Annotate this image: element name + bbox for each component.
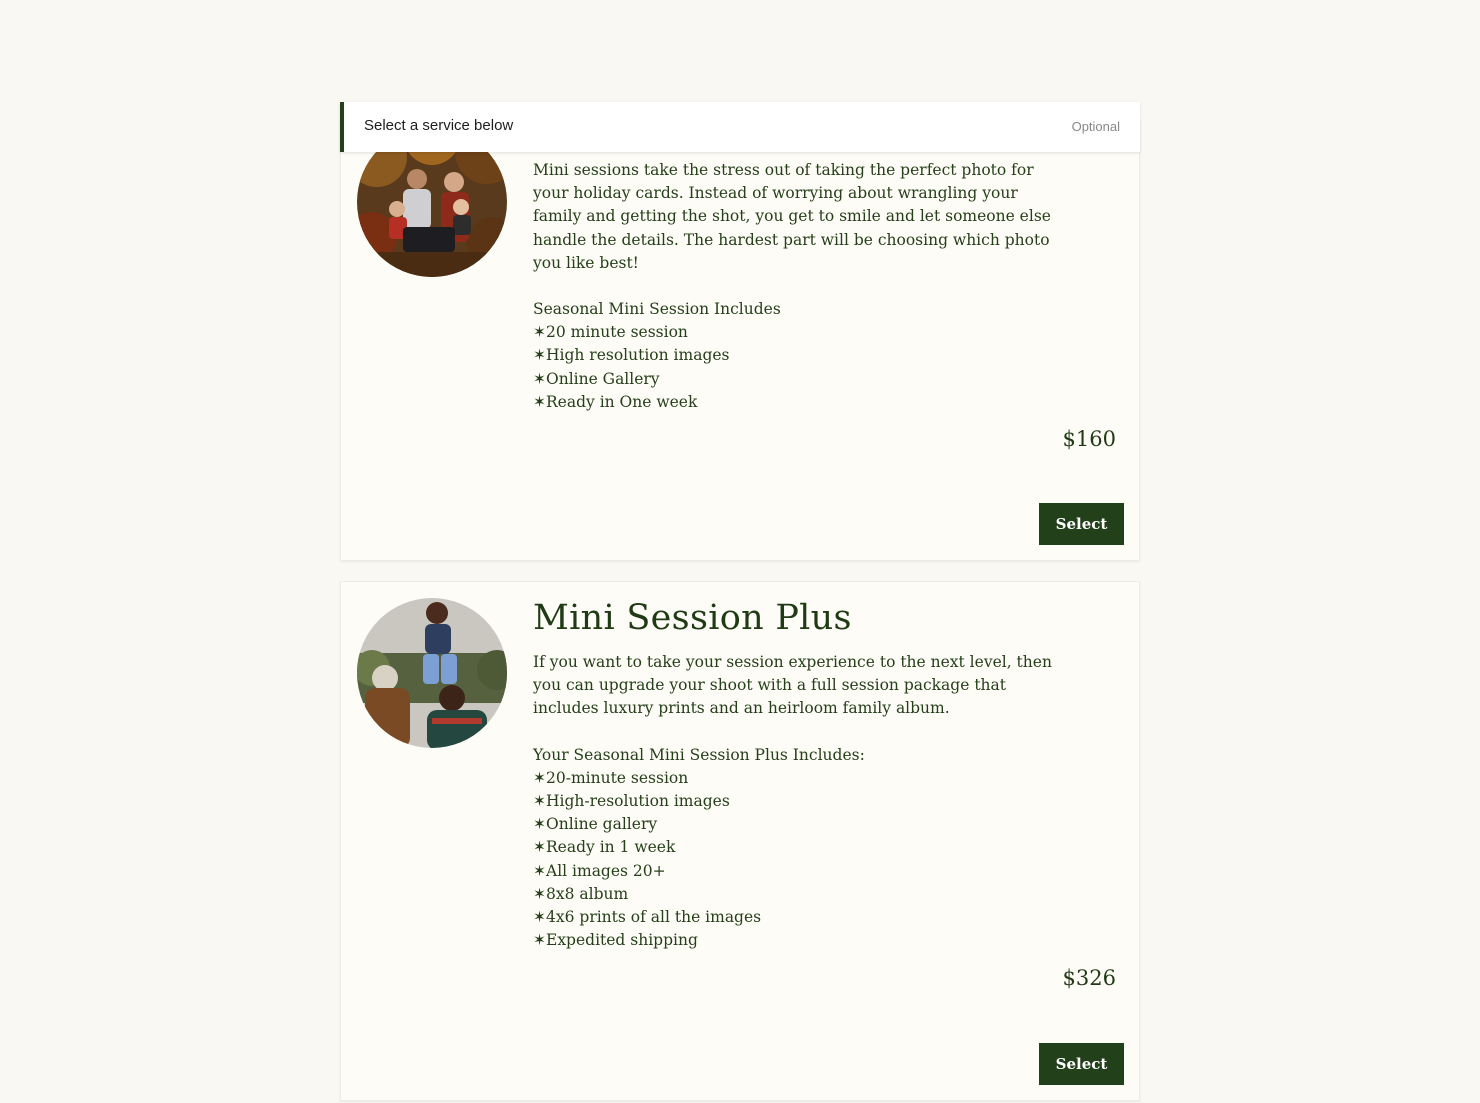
service-card-mini-session-plus (340, 581, 1140, 1101)
feature-item: ✶ High resolution images (533, 344, 1063, 367)
feature-item: ✶ Online gallery (533, 813, 1063, 836)
includes-heading: Your Seasonal Mini Session Plus Includes: (533, 745, 865, 764)
feature-item: ✶ 20-minute session (533, 767, 1063, 790)
feature-item: ✶ High-resolution images (533, 790, 1063, 813)
service-description: Mini sessions take the stress out of taking the perfect photo for your holiday cards. Instead of worrying about wrangling your family and getting the shot, you get to smile and let someone else handle the details. The hardest part will be choosing which photo you like best! (533, 161, 1051, 272)
service-price: $160 (1062, 427, 1116, 451)
feature-item: ✶ 8x8 album (533, 883, 1063, 906)
feature-item: ✶ All images 20+ (533, 860, 1063, 883)
feature-item: ✶ 4x6 prints of all the images (533, 906, 1063, 929)
service-content (533, 595, 1063, 952)
feature-item: ✶ 20 minute session (533, 321, 1063, 344)
select-button[interactable]: Select (1039, 503, 1124, 545)
service-title: Mini Session Plus (533, 598, 852, 638)
includes-heading: Seasonal Mini Session Includes (533, 300, 781, 319)
service-select-header (340, 102, 1140, 152)
service-content (533, 123, 1063, 414)
optional-tag: Optional (1071, 119, 1120, 134)
service-price: $326 (1062, 966, 1116, 990)
feature-item: ✶ Expedited shipping (533, 929, 1063, 952)
service-card-mini-session (340, 120, 1140, 561)
feature-item: ✶ Ready in One week (533, 391, 1063, 414)
feature-item: ✶ Ready in 1 week (533, 836, 1063, 859)
service-description: If you want to take your session experience to the next level, then you can upgrade your shoot with a full session package that includes luxury prints and an heirloom family album. (533, 653, 1052, 718)
feature-item: ✶ Online Gallery (533, 368, 1063, 391)
header-label: Select a service below (364, 117, 514, 134)
service-photo (357, 598, 507, 748)
select-button[interactable]: Select (1039, 1043, 1124, 1085)
